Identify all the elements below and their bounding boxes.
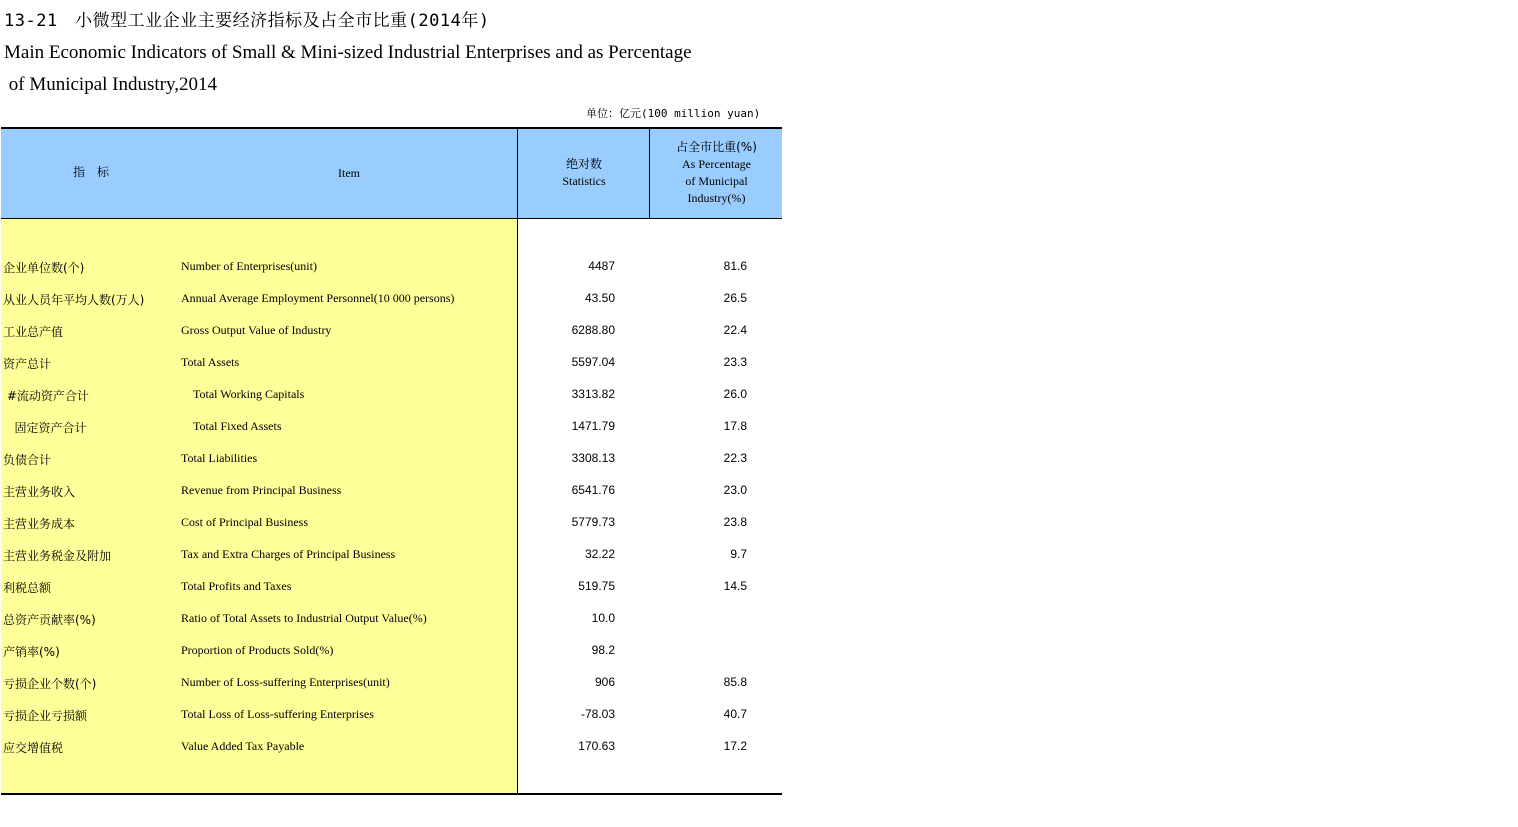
row-percentage-value: 23.3 <box>723 355 747 369</box>
table-row <box>1 347 782 379</box>
row-percentage-value: 22.3 <box>723 451 747 465</box>
row-indicator-cn: 从业人员年平均人数(万人) <box>3 293 145 307</box>
row-indicator-cn: 工业总产值 <box>3 325 64 339</box>
row-item-en: Number of Enterprises(unit) <box>181 259 317 273</box>
row-statistics-value: 170.63 <box>578 739 615 753</box>
row-statistics-value: 98.2 <box>591 643 615 657</box>
header-statistics-en: Statistics <box>562 174 606 188</box>
header-statistics <box>518 156 650 190</box>
table-row <box>1 475 782 507</box>
header-percentage-cn: 占全市比重(%) <box>676 140 757 154</box>
table-title-en <box>4 37 692 101</box>
table-row <box>1 283 782 315</box>
row-indicator-cn: 固定资产合计 <box>3 421 87 435</box>
row-item-en: Tax and Extra Charges of Principal Business <box>181 547 396 561</box>
row-percentage-value: 17.8 <box>723 419 747 433</box>
table-row <box>1 443 782 475</box>
row-indicator-cn: 产销率(%) <box>3 645 60 659</box>
row-indicator-cn: 亏损企业亏损额 <box>3 709 88 723</box>
table-title-cn: 13-21 小微型工业企业主要经济指标及占全市比重(2014年) <box>4 11 490 31</box>
row-statistics-value: 1471.79 <box>571 419 615 433</box>
row-item-en: Total Loss of Loss-suffering Enterprises <box>181 707 374 721</box>
header-item-en: Item <box>338 166 360 180</box>
row-item-en: Proportion of Products Sold(%) <box>181 643 334 657</box>
row-statistics-value: 4487 <box>588 259 615 273</box>
table-bottom-rule <box>1 793 782 795</box>
row-indicator-cn: 总资产贡献率(%) <box>3 613 96 627</box>
table-title-en-line1: Main Economic Indicators of Small & Mini-sized Industrial Enterprises and as Percentage <box>4 42 692 63</box>
row-percentage-value: 23.8 <box>723 515 747 529</box>
header-percentage-en-1: As Percentage <box>682 157 751 171</box>
table-row <box>1 603 782 635</box>
row-percentage-value: 26.5 <box>723 291 747 305</box>
row-percentage-value: 26.0 <box>723 387 747 401</box>
row-indicator-cn: 亏损企业个数(个) <box>3 677 97 691</box>
row-item-en: Cost of Principal Business <box>181 515 309 529</box>
row-item-en: Ratio of Total Assets to Industrial Output Value(%) <box>181 611 427 625</box>
row-indicator-cn: 应交增值税 <box>3 741 64 755</box>
row-percentage-value: 40.7 <box>723 707 747 721</box>
row-percentage-value: 17.2 <box>723 739 747 753</box>
row-indicator-cn: 资产总计 <box>3 357 52 371</box>
row-statistics-value: 10.0 <box>591 611 615 625</box>
row-indicator-cn: 企业单位数(个) <box>3 261 85 275</box>
row-percentage-value: 14.5 <box>723 579 747 593</box>
row-item-en: Total Profits and Taxes <box>181 579 292 593</box>
indicators-table <box>1 127 782 795</box>
row-statistics-value: 32.22 <box>584 547 615 561</box>
header-percentage-en-2: of Municipal <box>685 174 748 188</box>
row-percentage-value: 85.8 <box>723 675 747 689</box>
table-row <box>1 635 782 667</box>
table-row <box>1 731 782 763</box>
table-row <box>1 315 782 347</box>
header-statistics-cn: 绝对数 <box>565 157 602 171</box>
row-indicator-cn: 利税总额 <box>3 581 52 595</box>
table-row <box>1 411 782 443</box>
row-item-en: Total Working Capitals <box>193 387 305 401</box>
header-percentage <box>651 139 782 207</box>
row-statistics-value: 43.50 <box>584 291 615 305</box>
row-percentage-value: 23.0 <box>723 483 747 497</box>
row-indicator-cn: 负债合计 <box>3 453 52 467</box>
row-item-en: Value Added Tax Payable <box>181 739 305 753</box>
row-percentage-value: 9.7 <box>730 547 747 561</box>
row-statistics-value: 3313.82 <box>571 387 615 401</box>
row-indicator-cn: 主营业务收入 <box>3 485 76 499</box>
row-indicator-cn: #流动资产合计 <box>3 389 89 403</box>
table-row <box>1 539 782 571</box>
row-item-en: Number of Loss-suffering Enterprises(unit) <box>181 675 390 689</box>
row-percentage-value: 81.6 <box>723 259 747 273</box>
header-percentage-en-3: Industry(%) <box>687 191 746 205</box>
row-item-en: Annual Average Employment Personnel(10 000 persons) <box>181 291 455 305</box>
row-statistics-value: 5779.73 <box>571 515 615 529</box>
table-row <box>1 251 782 283</box>
row-statistics-value: 6541.76 <box>571 483 615 497</box>
row-item-en: Gross Output Value of Industry <box>181 323 332 337</box>
row-indicator-cn: 主营业务成本 <box>3 517 76 531</box>
row-statistics-value: 6288.80 <box>571 323 615 337</box>
row-item-en: Total Assets <box>181 355 240 369</box>
table-row <box>1 667 782 699</box>
table-row <box>1 571 782 603</box>
header-indicator-cn: 指 标 <box>72 165 109 179</box>
unit-label: 单位：亿元(100 million yuan) <box>586 107 761 120</box>
row-statistics-value: 3308.13 <box>571 451 615 465</box>
row-statistics-value: 5597.04 <box>571 355 615 369</box>
table-row <box>1 379 782 411</box>
table-header <box>1 129 782 219</box>
row-statistics-value: 906 <box>594 675 615 689</box>
table-title-en-line2: of Municipal Industry,2014 <box>4 74 218 95</box>
table-row <box>1 507 782 539</box>
divider-header <box>649 129 650 218</box>
row-statistics-value: -78.03 <box>580 707 615 721</box>
row-percentage-value: 22.4 <box>723 323 747 337</box>
row-statistics-value: 519.75 <box>578 579 615 593</box>
row-indicator-cn: 主营业务税金及附加 <box>3 549 112 563</box>
row-item-en: Total Fixed Assets <box>193 419 282 433</box>
row-item-en: Total Liabilities <box>181 451 258 465</box>
table-row <box>1 699 782 731</box>
row-item-en: Revenue from Principal Business <box>181 483 342 497</box>
